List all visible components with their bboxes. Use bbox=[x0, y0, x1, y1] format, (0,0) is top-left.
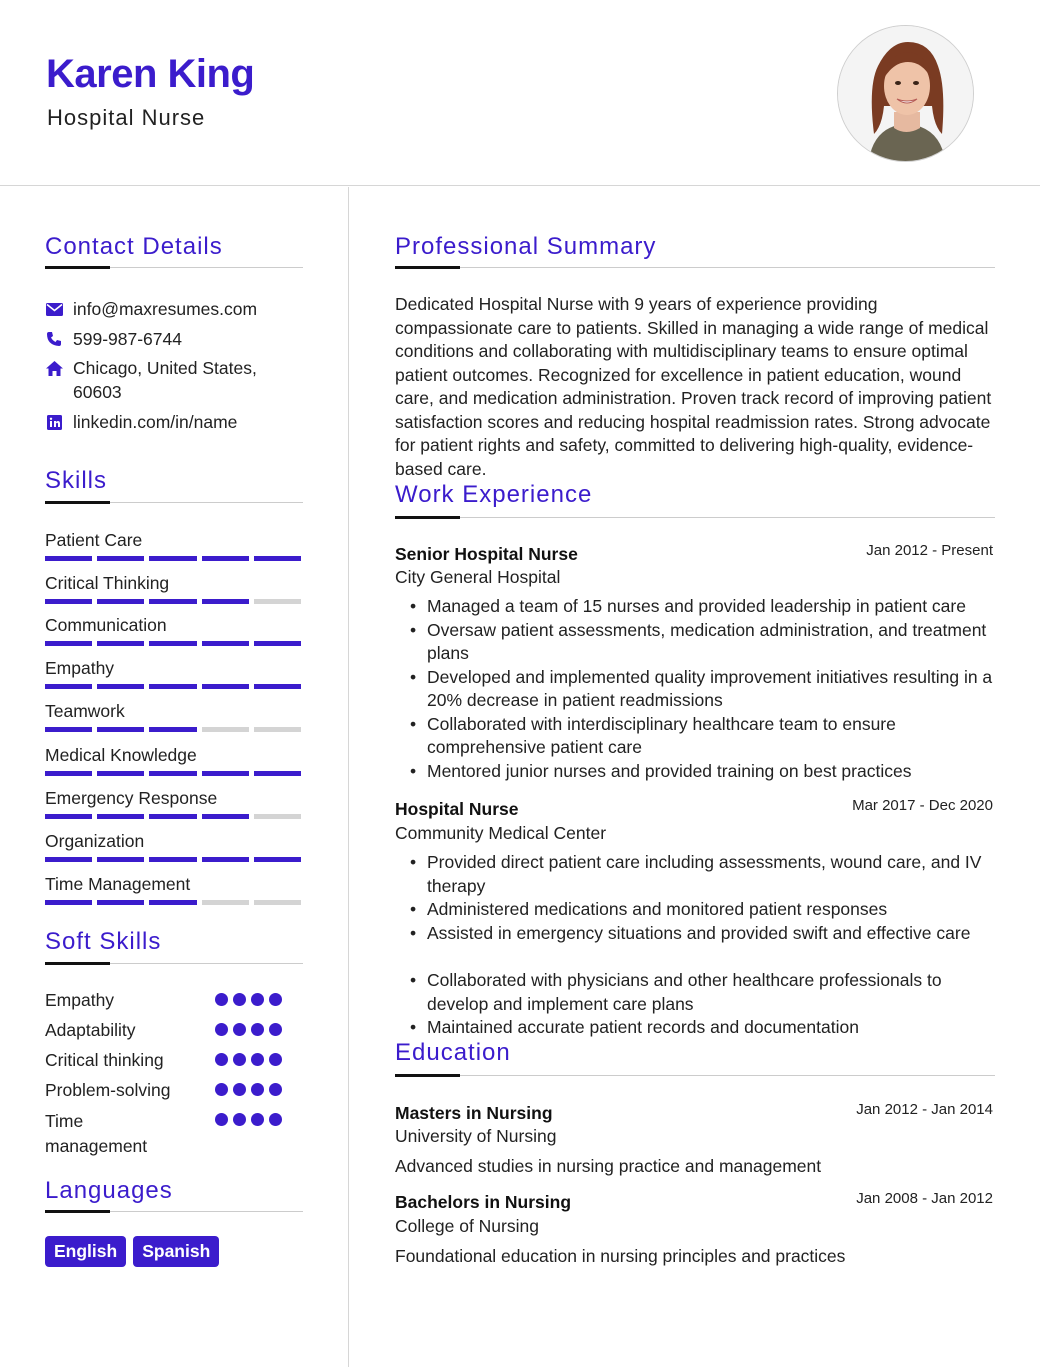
skill-level-segment bbox=[97, 556, 144, 561]
rating-dot bbox=[215, 1053, 228, 1066]
skill-level-segment bbox=[202, 857, 249, 862]
degree-description: Foundational education in nursing principles and practices bbox=[395, 1246, 846, 1266]
resume-header bbox=[0, 0, 1040, 186]
skill-level-bar bbox=[45, 771, 301, 776]
skills-heading: Skills bbox=[45, 467, 108, 494]
skill-level-bar bbox=[45, 641, 301, 646]
skill-name: Medical Knowledge bbox=[45, 745, 197, 765]
job-bullet: • Collaborated with physicians and other healthcare professionals to develop and implement care plans bbox=[410, 969, 1000, 1016]
soft-skill-name: Problem-solving bbox=[45, 1080, 171, 1100]
rating-dot bbox=[251, 993, 264, 1006]
soft-skills-heading-rule bbox=[45, 963, 303, 964]
skill-level-bar bbox=[45, 599, 301, 604]
skill-level-segment bbox=[202, 599, 249, 604]
contact-phone[interactable] bbox=[45, 327, 182, 351]
skill-level-segment bbox=[97, 771, 144, 776]
skill-row bbox=[45, 572, 301, 604]
summary-text: Dedicated Hospital Nurse with 9 years of experience providing compassionate care to patients. Skilled in managing a wide range of medical conditions and collaborating with multidisciplinary teams to ensure optimal patient outcomes. Recognized for excellence in patient education, wound care, and medication administration. Proven track record of improving patient satisfaction scores and reducing hospital readmission rates. Strong advocate for patient rights and safety, committed to delivering high-quality, evidence-based care. bbox=[395, 294, 992, 479]
rating-dot bbox=[251, 1083, 264, 1096]
candidate-title: Hospital Nurse bbox=[47, 105, 206, 130]
languages-heading: Languages bbox=[45, 1177, 173, 1204]
contact-address bbox=[45, 356, 285, 404]
rating-dot bbox=[215, 993, 228, 1006]
rating-dot bbox=[233, 993, 246, 1006]
skill-level-segment bbox=[149, 727, 196, 732]
column-divider bbox=[348, 187, 349, 1367]
skill-level-segment bbox=[45, 684, 92, 689]
rating-dot bbox=[215, 1023, 228, 1036]
skill-level-segment bbox=[97, 857, 144, 862]
contact-linkedin[interactable] bbox=[45, 410, 237, 434]
skill-level-segment bbox=[202, 771, 249, 776]
candidate-name: Karen King bbox=[46, 52, 255, 96]
skill-level-segment bbox=[45, 900, 92, 905]
phone-icon bbox=[45, 327, 63, 351]
job-bullet: • Administered medications and monitored patient responses bbox=[410, 898, 1000, 922]
degree-title: Masters in Nursing bbox=[395, 1103, 553, 1123]
skill-level-segment bbox=[97, 900, 144, 905]
soft-skill-name: Time management bbox=[45, 1111, 148, 1156]
degree-title: Bachelors in Nursing bbox=[395, 1192, 572, 1212]
skill-level-segment bbox=[202, 684, 249, 689]
soft-skill-dots bbox=[215, 1083, 282, 1096]
job-bullet: • Oversaw patient assessments, medication administration, and treatment plans bbox=[410, 619, 1000, 666]
soft-skill-name: Empathy bbox=[45, 990, 115, 1010]
school-name: College of Nursing bbox=[395, 1216, 539, 1236]
job-bullets bbox=[410, 851, 1000, 1040]
skill-level-segment bbox=[97, 814, 144, 819]
rating-dot bbox=[269, 1113, 282, 1126]
rating-dot bbox=[251, 1023, 264, 1036]
skill-level-segment bbox=[202, 900, 249, 905]
soft-skill-dots bbox=[215, 1023, 282, 1036]
degree-dates: Jan 2012 - Jan 2014 bbox=[856, 1101, 993, 1118]
skill-level-segment bbox=[254, 857, 301, 862]
rating-dot bbox=[269, 993, 282, 1006]
skill-level-segment bbox=[45, 771, 92, 776]
skill-name: Emergency Response bbox=[45, 788, 218, 808]
skill-level-segment bbox=[202, 814, 249, 819]
rating-dot bbox=[269, 1053, 282, 1066]
contact-phone-text: 599-987-6744 bbox=[73, 329, 182, 349]
skill-level-segment bbox=[97, 641, 144, 646]
skill-row bbox=[45, 614, 301, 646]
skill-level-segment bbox=[254, 556, 301, 561]
job-bullets bbox=[410, 595, 1000, 783]
skill-level-segment bbox=[45, 556, 92, 561]
soft-skill-dots bbox=[215, 1053, 282, 1066]
skill-level-segment bbox=[254, 727, 301, 732]
job-bullet: • Provided direct patient care including assessments, wound care, and IV therapy bbox=[410, 851, 1000, 898]
skill-level-segment bbox=[254, 599, 301, 604]
skill-level-bar bbox=[45, 727, 301, 732]
job-bullet: • Collaborated with interdisciplinary healthcare team to ensure comprehensive patient care bbox=[410, 713, 1000, 760]
skill-level-segment bbox=[254, 814, 301, 819]
skill-level-segment bbox=[149, 599, 196, 604]
rating-dot bbox=[269, 1023, 282, 1036]
skill-row bbox=[45, 657, 301, 689]
contact-email[interactable] bbox=[45, 297, 257, 321]
contact-heading-rule bbox=[45, 267, 303, 268]
job-organization: Community Medical Center bbox=[395, 823, 607, 843]
skill-level-segment bbox=[202, 556, 249, 561]
rating-dot bbox=[215, 1113, 228, 1126]
skill-row bbox=[45, 830, 301, 862]
skill-level-bar bbox=[45, 900, 301, 905]
contact-linkedin-text: linkedin.com/in/name bbox=[73, 412, 238, 432]
skill-level-segment bbox=[149, 556, 196, 561]
education-heading: Education bbox=[395, 1039, 511, 1066]
rating-dot bbox=[233, 1053, 246, 1066]
profile-photo bbox=[837, 25, 974, 162]
skill-name: Empathy bbox=[45, 658, 115, 678]
skill-level-segment bbox=[254, 900, 301, 905]
skill-level-segment bbox=[45, 599, 92, 604]
job-bullet: • Maintained accurate patient records and documentation bbox=[410, 1016, 1000, 1040]
rating-dot bbox=[233, 1083, 246, 1096]
rating-dot bbox=[269, 1083, 282, 1096]
envelope-icon bbox=[45, 297, 63, 321]
job-bullet: • Managed a team of 15 nurses and provided leadership in patient care bbox=[410, 595, 1000, 619]
summary-heading-rule bbox=[395, 267, 995, 268]
school-name: University of Nursing bbox=[395, 1126, 557, 1146]
skill-level-segment bbox=[202, 727, 249, 732]
job-bullet: • Assisted in emergency situations and provided swift and effective care bbox=[410, 922, 1000, 946]
soft-skill-dots bbox=[215, 1113, 282, 1126]
job-dates: Jan 2012 - Present bbox=[866, 542, 993, 559]
skill-level-segment bbox=[45, 727, 92, 732]
job-bullet: • Mentored junior nurses and provided training on best practices bbox=[410, 760, 1000, 784]
skill-level-segment bbox=[202, 641, 249, 646]
skill-name: Patient Care bbox=[45, 530, 143, 550]
skills-heading-rule bbox=[45, 502, 303, 503]
languages-heading-rule bbox=[45, 1211, 303, 1212]
job-organization: City General Hospital bbox=[395, 567, 561, 587]
skill-level-segment bbox=[45, 641, 92, 646]
skill-level-segment bbox=[97, 727, 144, 732]
language-badge: Spanish bbox=[133, 1236, 219, 1267]
language-list bbox=[45, 1236, 219, 1267]
rating-dot bbox=[251, 1113, 264, 1126]
skill-level-segment bbox=[149, 900, 196, 905]
experience-heading-rule bbox=[395, 517, 995, 518]
contact-address-text: Chicago, United States, 60603 bbox=[73, 358, 257, 402]
education-heading-rule bbox=[395, 1075, 995, 1076]
skill-row bbox=[45, 700, 301, 732]
skill-level-bar bbox=[45, 857, 301, 862]
degree-description: Advanced studies in nursing practice and management bbox=[395, 1156, 822, 1176]
job-title: Hospital Nurse bbox=[395, 799, 519, 819]
contact-heading: Contact Details bbox=[45, 233, 223, 260]
home-icon bbox=[45, 356, 63, 380]
soft-skill-dots bbox=[215, 993, 282, 1006]
job-title: Senior Hospital Nurse bbox=[395, 544, 578, 564]
job-dates: Mar 2017 - Dec 2020 bbox=[852, 797, 993, 814]
skill-level-segment bbox=[45, 814, 92, 819]
soft-skill-name: Adaptability bbox=[45, 1020, 136, 1040]
contact-email-text: info@maxresumes.com bbox=[73, 299, 258, 319]
skill-row bbox=[45, 744, 301, 776]
skill-level-bar bbox=[45, 814, 301, 819]
rating-dot bbox=[215, 1083, 228, 1096]
skill-level-segment bbox=[45, 857, 92, 862]
linkedin-icon bbox=[45, 410, 63, 434]
skill-row bbox=[45, 873, 301, 905]
skill-level-segment bbox=[254, 641, 301, 646]
skill-level-segment bbox=[97, 684, 144, 689]
skill-level-segment bbox=[149, 641, 196, 646]
rating-dot bbox=[233, 1113, 246, 1126]
language-badge: English bbox=[45, 1236, 126, 1267]
skill-level-segment bbox=[254, 684, 301, 689]
soft-skill-name: Critical thinking bbox=[45, 1050, 164, 1070]
summary-heading: Professional Summary bbox=[395, 233, 657, 260]
skill-level-bar bbox=[45, 556, 301, 561]
skill-name: Communication bbox=[45, 615, 167, 635]
skill-name: Organization bbox=[45, 831, 145, 851]
skill-level-segment bbox=[149, 814, 196, 819]
job-bullet: • Developed and implemented quality improvement initiatives resulting in a 20% decrease in patient readmissions bbox=[410, 666, 1000, 713]
rating-dot bbox=[251, 1053, 264, 1066]
skill-level-bar bbox=[45, 684, 301, 689]
skill-level-segment bbox=[149, 857, 196, 862]
experience-heading: Work Experience bbox=[395, 481, 593, 508]
skill-level-segment bbox=[97, 599, 144, 604]
soft-skills-heading: Soft Skills bbox=[45, 928, 162, 955]
avatar-illustration bbox=[838, 26, 974, 162]
skill-level-segment bbox=[254, 771, 301, 776]
skill-level-segment bbox=[149, 771, 196, 776]
skill-row bbox=[45, 787, 301, 819]
skill-name: Teamwork bbox=[45, 701, 125, 721]
skill-row bbox=[45, 529, 301, 561]
degree-dates: Jan 2008 - Jan 2012 bbox=[856, 1190, 993, 1207]
skill-name: Time Management bbox=[45, 874, 191, 894]
rating-dot bbox=[233, 1023, 246, 1036]
skill-level-segment bbox=[149, 684, 196, 689]
skill-name: Critical Thinking bbox=[45, 573, 170, 593]
